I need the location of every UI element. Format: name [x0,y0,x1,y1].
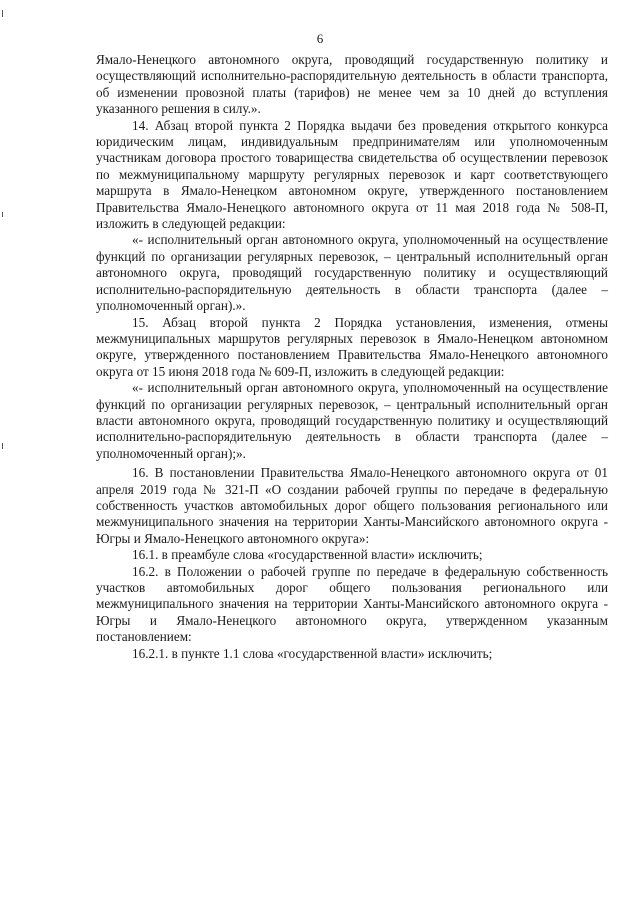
paragraph-item-14: 14. Абзац второй пункта 2 Порядка выдачи без проведения открытого конкурса юридическим лицам, индивидуальным предпринимателям или уполномоченным участникам договора простого товарищества свидетельства об осуществлении перевозок по межмуниципальному маршруту регулярных перевозок и карт соответствующего маршрута в Ямало-Ненецком автономном округе, утвержденного постановлением Правительства Ямало-Ненецкого автономного округа от 11 мая 2018 года № 508-П, изложить в следующей редакции: [96,117,608,232]
scan-margin-mark [2,10,3,17]
paragraph-item-14-quote: «- исполнительный орган автономного округа, уполномоченный на осуществление функций по организации регулярных перевозок, – центральный исполнительный орган автономного округа, проводящий государственную политику и осуществляющий исполнительно-распорядительную деятельность в области транспорта (далее – уполномоченный орган).». [96,232,608,314]
document-body [96,52,608,662]
paragraph-continuation: Ямало-Ненецкого автономного округа, проводящий государственную политику и осуществляющий исполнительно-распорядительную деятельность в области транспорта, об изменении провозной платы (тарифов) не менее чем за 10 дней до вступления указанного решения в силу.». [96,52,608,117]
paragraph-item-16-2-1: 16.2.1. в пункте 1.1 слова «государственной власти» исключить; [132,645,493,661]
page-number: 6 [316,31,324,46]
paragraph-item-16-2: 16.2. в Положении о рабочей группе по передаче в федеральную собственность участков автомобильных дорог общего пользования регионального или межмуниципального значения на территории Ханты-Мансийского автономного округа - Югры и Ямало-Ненецкого автономного округа, утвержденном указанным постановлением: [96,563,608,645]
paragraph-item-16: 16. В постановлении Правительства Ямало-Ненецкого автономного округа от 01 апреля 2019 года № 321-П «О создании рабочей группы по передаче в федеральную собственность участков автомобильных дорог общего пользования регионального или межмуниципального значения на территории Ханты-Мансийского автономного округа - Югры и Ямало-Ненецкого автономного округа»: [96,465,608,546]
scan-margin-mark [2,212,3,217]
paragraph-item-15: 15. Абзац второй пункта 2 Порядка установления, изменения, отмены межмуниципальных маршрутов регулярных перевозок в Ямало-Ненецком автономном округе, утвержденного постановлением Правительства Ямало-Ненецкого автономного округа от 15 июня 2018 года № 609-П, изложить в следующей редакции: [96,314,608,379]
paragraph-item-16-1: 16.1. в преамбуле слова «государственной власти» исключить; [132,547,483,563]
scan-margin-mark [2,443,3,449]
paragraph-item-15-quote: «- исполнительный орган автономного округа, уполномоченный на осуществление функций по организации регулярных перевозок, – центральный исполнительный орган власти автономного округа, проводящий государственную политику и осуществляющий исполнительно-распорядительную деятельность в области транспорта (далее – уполномоченный орган);». [96,380,608,461]
